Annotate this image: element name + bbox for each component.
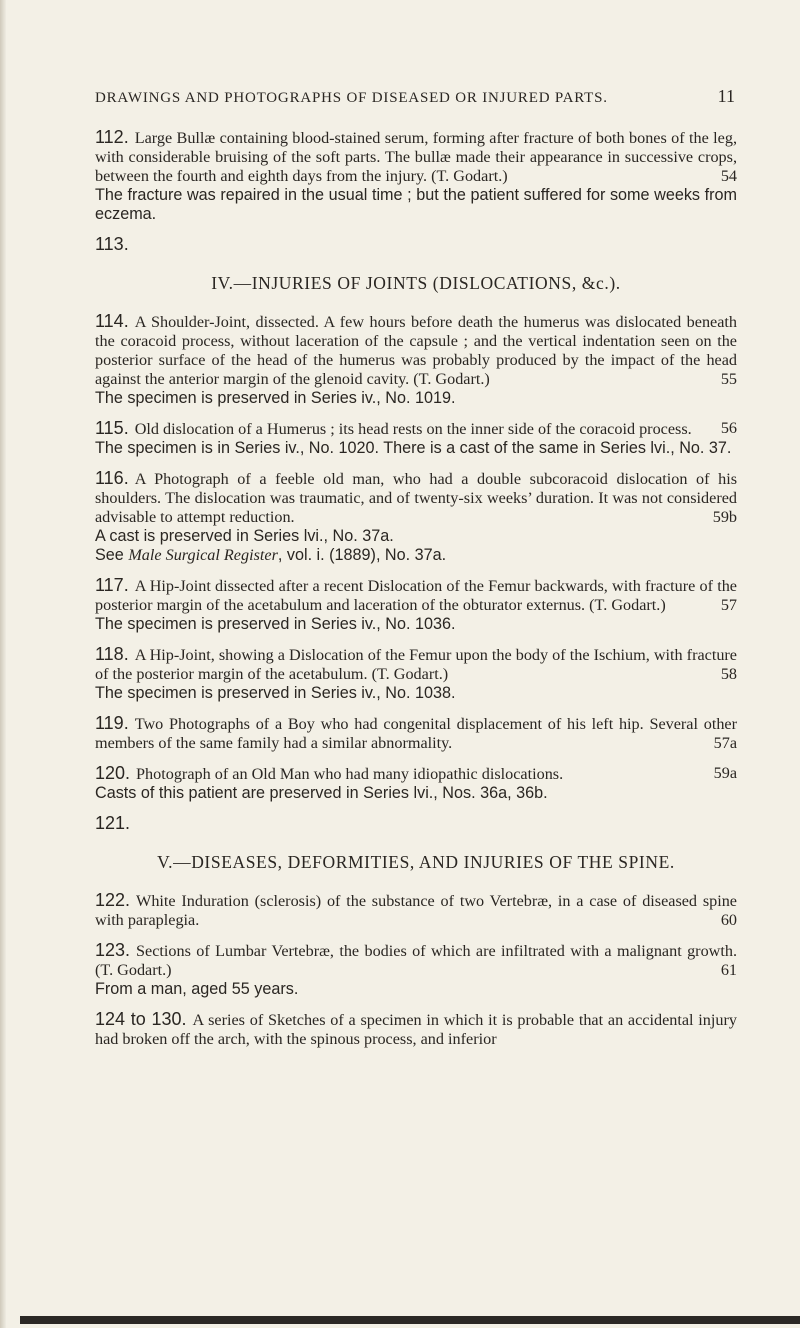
entry-text: White Induration (sclerosis) of the substance of two Vertebræ, in a case of diseased spine with paraplegia.: [95, 892, 737, 929]
entry-number: 123.: [95, 940, 131, 960]
entry-120: [95, 764, 737, 803]
entry-number: 117.: [95, 575, 129, 595]
entry-text: A Photograph of a feeble old man, who had a double subcoracoid dislocation of his shoulders. The dislocation was traumatic, and of twenty-six weeks’ duration. It was not considered advisable to attempt reduction.: [95, 470, 737, 526]
entry-text: A series of Sketches of a specimen in which it is probable that an accidental injury had broken off the arch, with the spinous process, and inferior: [95, 1011, 737, 1048]
figure-number: 56: [720, 419, 737, 437]
entry-122: [95, 891, 737, 930]
entry-113: [95, 235, 737, 255]
entry-number: 119.: [95, 713, 129, 733]
entry-number: 118.: [95, 644, 129, 664]
entry-text: A Shoulder-Joint, dissected. A few hours before death the humerus was dislocated beneath the coracoid process, without laceration of the capsule ; and the vertical indentation seen on the posterior surface of the head of the humerus was probably produced by the impact of the head against the anterior margin of the glenoid cavity. (T. Godart.): [95, 313, 737, 388]
figure-number: 61: [720, 961, 737, 979]
entry-text: Old dislocation of a Humerus ; its head rests on the inner side of the coracoid process.: [134, 420, 692, 438]
note-prefix: See: [95, 546, 129, 564]
entry-note: The specimen is preserved in Series iv., No. 1038.: [95, 684, 456, 702]
entry-note: From a man, aged 55 years.: [95, 980, 299, 998]
entry-118: [95, 645, 737, 703]
entry-text: Two Photographs of a Boy who had congenital displacement of his left hip. Several other members of the same family had a similar abnormality.: [95, 715, 737, 752]
figure-number: 59a: [713, 764, 737, 782]
figure-number: 60: [720, 911, 737, 929]
entry-number: 113.: [95, 234, 129, 254]
entry-number: 122.: [95, 890, 131, 910]
entry-number: 114.: [95, 311, 129, 331]
figure-number: 55: [720, 370, 737, 388]
page-number: 11: [717, 86, 735, 106]
figure-number: 54: [720, 167, 737, 185]
entry-number: 121.: [95, 813, 131, 833]
entry-number: 124 to 130.: [95, 1009, 187, 1029]
note-suffix: , vol. i. (1889), No. 37a.: [277, 546, 447, 564]
entry-112: [95, 128, 737, 224]
figure-number: 59b: [712, 508, 737, 526]
entry-number: 116.: [95, 468, 129, 488]
running-title: DRAWINGS AND PHOTOGRAPHS OF DISEASED OR INJURED PARTS.: [95, 90, 608, 106]
entry-note: The specimen is in Series iv., No. 1020. There is a cast of the same in Series lvi., No. 37.: [95, 439, 732, 457]
figure-number: 58: [720, 665, 737, 683]
figure-number: 57: [720, 596, 737, 614]
entry-123: [95, 941, 737, 999]
figure-number: 57a: [713, 734, 737, 752]
entry-note: The specimen is preserved in Series iv., No. 1036.: [95, 615, 456, 633]
section-heading-v: V.—DISEASES, DEFORMITIES, AND INJURIES OF THE SPINE.: [157, 852, 675, 872]
entry-116: [95, 469, 737, 565]
entry-text: Large Bullæ containing blood-stained serum, forming after fracture of both bones of the leg, with considerable bruising of the soft parts. The bullæ made their appearance in successive crops, between the fourth and eighth days from the injury. (T. Godart.): [95, 129, 737, 185]
entry-number: 112.: [95, 127, 129, 147]
running-header: [95, 86, 735, 107]
entry-number: 115.: [95, 418, 129, 438]
entry-121: [95, 814, 737, 834]
page-bottom-edge: [20, 1316, 800, 1324]
register-title: Male Surgical Register: [128, 546, 278, 564]
entry-note: The fracture was repaired in the usual time ; but the patient suffered for some weeks from eczema.: [95, 186, 737, 223]
entry-note: A cast is preserved in Series lvi., No. 37a.: [95, 527, 394, 545]
entry-text: A Hip-Joint dissected after a recent Dislocation of the Femur backwards, with fracture of the posterior margin of the acetabulum and laceration of the obturator externus. (T. Godart.): [95, 577, 737, 614]
entry-note-reference: [95, 546, 737, 565]
entry-text: Photograph of an Old Man who had many idiopathic dislocations.: [136, 765, 564, 783]
catalogue-content: [95, 128, 737, 1060]
entry-114: [95, 312, 737, 408]
entry-note: Casts of this patient are preserved in Series lvi., Nos. 36a, 36b.: [95, 784, 548, 802]
entry-note: The specimen is preserved in Series iv., No. 1019.: [95, 389, 456, 407]
entry-115: [95, 419, 737, 458]
section-heading-iv: IV.—INJURIES OF JOINTS (DISLOCATIONS, &c.).: [211, 273, 621, 293]
entry-text: A Hip-Joint, showing a Dislocation of the Femur upon the body of the Ischium, with fracture of the posterior margin of the acetabulum. (T. Godart.): [95, 646, 737, 683]
entry-number: 120.: [95, 763, 131, 783]
entry-124-130: [95, 1010, 737, 1049]
entry-119: [95, 714, 737, 753]
page-edge: [0, 0, 6, 1328]
entry-text: Sections of Lumbar Vertebræ, the bodies of which are infiltrated with a malignant growth. (T. Godart.): [95, 942, 737, 979]
entry-117: [95, 576, 737, 634]
